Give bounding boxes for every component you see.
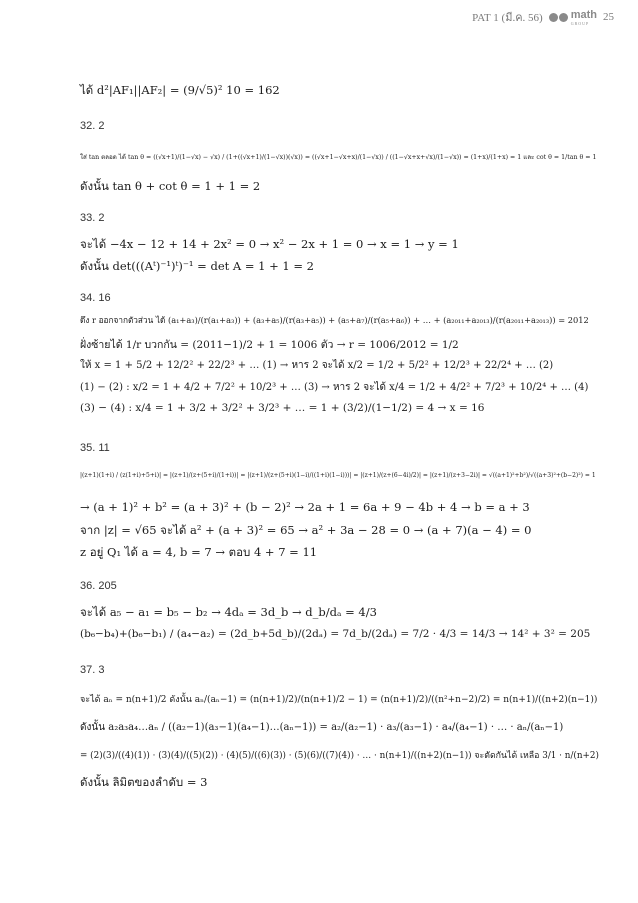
- line-34-e: (3) − (4) : x/4 = 1 + 3/2 + 3/2² + 3/2³ + … = 1 + (3/2)/(1−1/2) = 4 → x = 16: [80, 402, 485, 414]
- line-32-a: ใส่ tan ตลอด ได้ tan θ = ((√x+1)/(1−√x) − √x) / (1+((√x+1)/(1−√x))(√x)) = ((√x+1−√x+x)/(1−√x)) / ((1−√x+x+√x)/(1−√x)) = (1+x)/(1+x) = 1 และ cot θ = 1/tan θ = 1: [80, 154, 597, 161]
- line-34-a: ดึง r ออกจากตัวส่วน ได้ (a₁+a₃)/(r(a₁+a₃)) + (a₃+a₅)/(r(a₃+a₅)) + (a₅+a₇)/(r(a₅+a₆)) + … + (a₂₀₁₁+a₂₀₁₃)/(r(a₂₀₁₁+a₂₀₁₃)) = 2012: [80, 315, 589, 325]
- logo-text: math: [570, 8, 597, 21]
- line-34-c: ให้ x = 1 + 5/2 + 12/2² + 22/2³ + … (1) → หาร 2 จะได้ x/2 = 1/2 + 5/2² + 12/2³ + 22/2⁴ + … (2): [80, 360, 554, 371]
- problem-36-heading: 36. 205: [80, 580, 117, 592]
- line-31-result: ได้ d²|AF₁||AF₂| = (9/√5)² 10 = 162: [80, 83, 280, 97]
- problem-32-heading: 32. 2: [80, 120, 105, 132]
- problem-35-heading: 35. 11: [80, 442, 110, 454]
- line-37-c: = (2)(3)/((4)(1)) · (3)(4)/((5)(2)) · (4)(5)/((6)(3)) · (5)(6)/((7)(4)) · … · n(n+1)/((n+2)(n−1)) จะตัดกันได้ เหลือ 3/1 · n/(n+2): [80, 751, 599, 761]
- line-37-d: ดังนั้น ลิมิตของลำดับ = 3: [80, 775, 208, 789]
- line-35-b: → (a + 1)² + b² = (a + 3)² + (b − 2)² → 2a + 1 = 6a + 9 − 4b + 4 → b = a + 3: [80, 500, 530, 514]
- line-33-b: ดังนั้น det(((Aᵗ)⁻¹)ᵗ)⁻¹ = det A = 1 + 1 = 2: [80, 259, 314, 273]
- logo-subtext: GROUP: [570, 20, 590, 26]
- line-37-b: ดังนั้น a₂a₃a₄…aₙ / ((a₂−1)(a₃−1)(a₄−1)…(aₙ−1)) = a₂/(a₂−1) · a₃/(a₃−1) · a₄/(a₄−1) · … · aₙ/(aₙ−1): [80, 722, 564, 733]
- line-33-a: จะได้ −4x − 12 + 14 + 2x² = 0 → x² − 2x + 1 = 0 → x = 1 → y = 1: [80, 237, 459, 251]
- line-35-a: |(z+1)(1+i) / (z(1+i)+5+i)| = |(z+1)/(z+(5+i)/(1+i))| = |(z+1)/(z+(5+i)(1−i)/((1+i)(1−i)))| = |(z+1)/(z+(6−4i)/2)| = |(z+1)/(z+3−2i)| = √((a+1)²+b²)/√((a+3)²+(b−2)²) = 1: [80, 472, 596, 479]
- line-36-b: (b₆−b₄)+(b₆−b₁) / (a₄−a₂) = (2d_b+5d_b)/(2dₐ) = 7d_b/(2dₐ) = 7/2 · 4/3 = 14/3 → 14² + 3² = 205: [80, 628, 591, 640]
- line-34-d: (1) − (2) : x/2 = 1 + 4/2 + 7/2² + 10/2³ + … (3) → หาร 2 จะได้ x/4 = 1/2 + 4/2² + 7/2³ + 10/2⁴ + … (4): [80, 382, 589, 393]
- exam-title: PAT 1 (มี.ค. 56): [472, 12, 543, 24]
- math-group-logo: [549, 9, 597, 26]
- line-37-a: จะได้ aₙ = n(n+1)/2 ดังนั้น aₙ/(aₙ−1) = (n(n+1)/2)/(n(n+1)/2 − 1) = (n(n+1)/2)/((n²+n−2)/2) = n(n+1)/((n+2)(n−1)): [80, 695, 598, 705]
- page-number: 25: [603, 11, 614, 23]
- problem-37-heading: 37. 3: [80, 664, 105, 676]
- problem-33-heading: 33. 2: [80, 212, 105, 224]
- problem-34-heading: 34. 16: [80, 292, 111, 304]
- line-35-d: z อยู่ Q₁ ได้ a = 4, b = 7 → ตอบ 4 + 7 = 11: [80, 545, 318, 559]
- line-34-b: ฝั่งซ้ายได้ 1/r บวกกัน = (2011−1)/2 + 1 = 1006 ตัว → r = 1006/2012 = 1/2: [80, 339, 459, 351]
- line-36-a: จะได้ a₅ − a₁ = b₅ − b₂ → 4dₐ = 3d_b → d_b/dₐ = 4/3: [80, 605, 377, 619]
- page-header: [472, 8, 614, 26]
- line-32-b: ดังนั้น tan θ + cot θ = 1 + 1 = 2: [80, 179, 261, 193]
- line-35-c: จาก |z| = √65 จะได้ a² + (a + 3)² = 65 → a² + 3a − 28 = 0 → (a + 7)(a − 4) = 0: [80, 523, 532, 537]
